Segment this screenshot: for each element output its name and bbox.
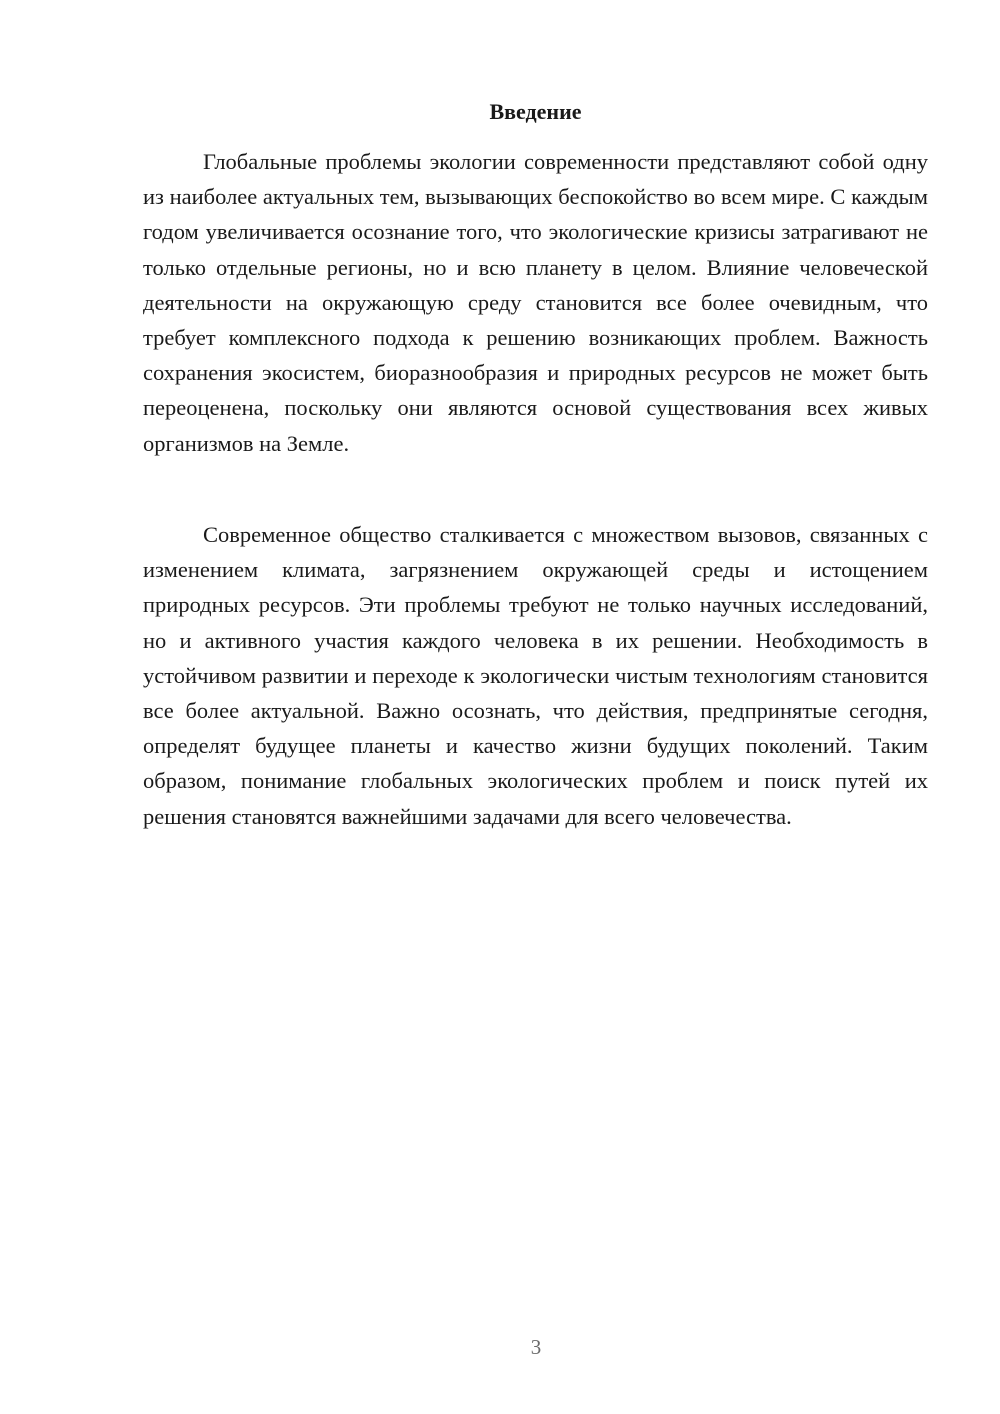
page-title: Введение xyxy=(489,99,582,124)
paragraph-1: Глобальные проблемы экологии современности представляют собой одну из наиболее актуальных тем, вызывающих беспокойство во всем мире. С каждым годом увеличивается осознание того, что экологические кризисы затрагивают не только отдельные регионы, но и всю планету в целом. Влияние человеческой деятельности на окружающую среду становится все более очевидным, что требует комплексного подхода к решению возникающих проблем. Важность сохранения экосистем, биоразнообразия и природных ресурсов не может быть переоценена, поскольку они являются основой существования всех живых организмов на Земле. xyxy=(143,149,928,456)
page-number: 3 xyxy=(530,1335,542,1359)
paragraph-1-container xyxy=(143,144,928,461)
paragraph-2: Современное общество сталкивается с множеством вызовов, связанных с изменением климата, загрязнением окружающей среды и истощением природных ресурсов. Эти проблемы требуют не только научных исследований, но и активного участия каждого человека в их решении. Необходимость в устойчивом развитии и переходе к экологически чистым технологиям становится все более актуальной. Важно осознать, что действия, предпринятые сегодня, определят будущее планеты и качество жизни будущих поколений. Таким образом, понимание глобальных экологических проблем и поиск путей их решения становятся важнейшими задачами для всего человечества. xyxy=(143,522,928,829)
paragraph-2-container xyxy=(143,517,928,834)
